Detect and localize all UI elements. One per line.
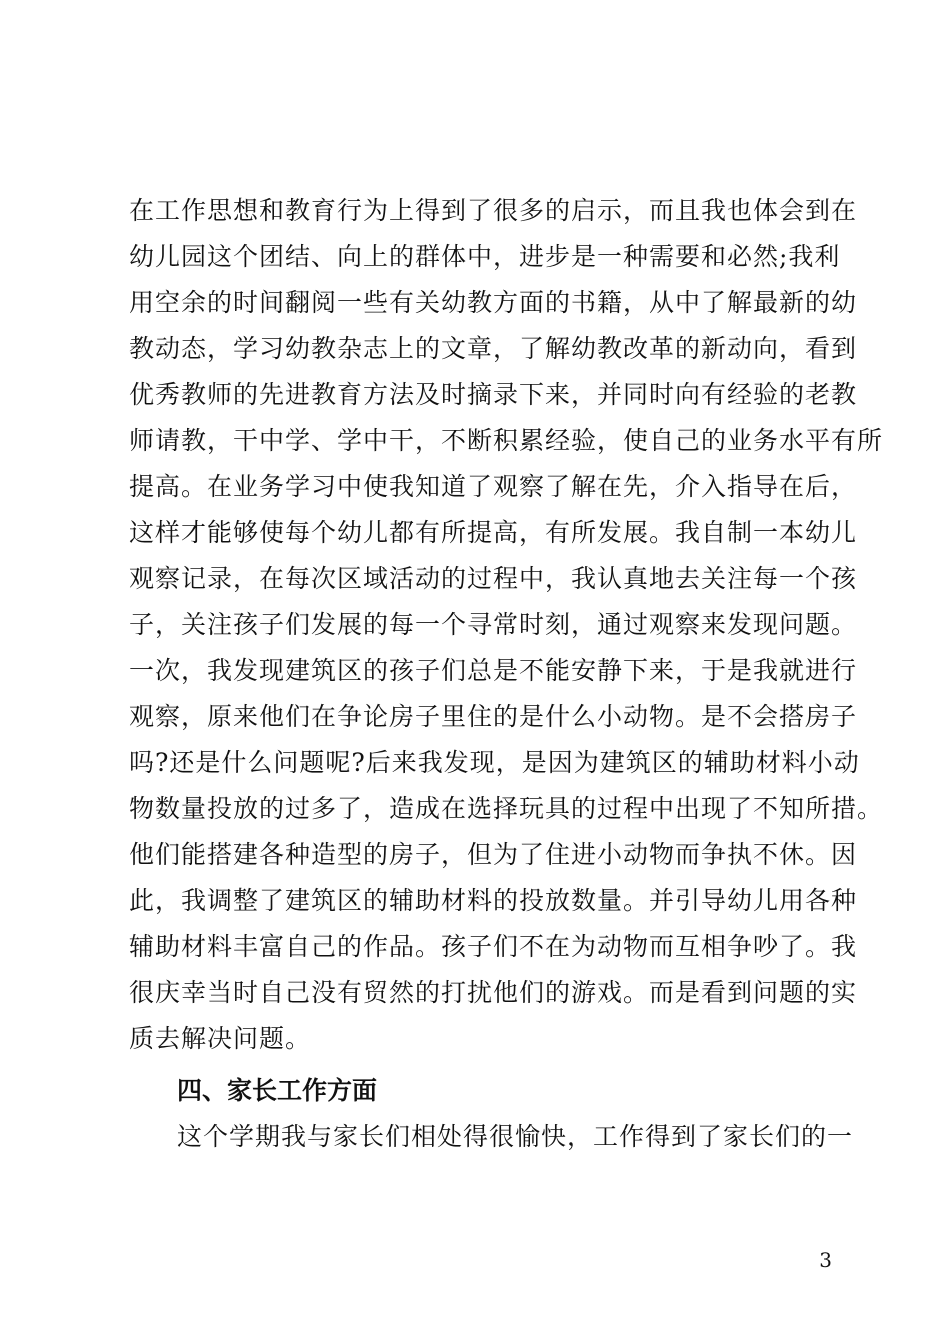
body-line-14: 物数量投放的过多了，造成在选择玩具的过程中出现了不知所措。: [129, 794, 884, 823]
body-line-8: 这样才能够使每个幼儿都有所提高，有所发展。我自制一本幼儿: [129, 518, 858, 547]
body-line-11: 一次，我发现建筑区的孩子们总是不能安静下来，于是我就进行: [129, 656, 858, 685]
body-line-10: 子，关注孩子们发展的每一个寻常时刻，通过观察来发现问题。: [129, 610, 858, 639]
section-heading: 四、家长工作方面: [177, 1076, 378, 1105]
body-line-4: 教动态，学习幼教杂志上的文章，了解幼教改革的新动向，看到: [129, 334, 858, 363]
body-line-9: 观察记录，在每次区域活动的过程中，我认真地去关注每一个孩: [129, 564, 858, 593]
document-body: [129, 188, 884, 1160]
paragraph-start-line: 这个学期我与家长们相处得很愉快，工作得到了家长们的一: [177, 1122, 854, 1151]
body-line-18: 很庆幸当时自己没有贸然的打扰他们的游戏。而是看到问题的实: [129, 978, 858, 1007]
body-line-15: 他们能搭建各种造型的房子，但为了住进小动物而争执不休。因: [129, 840, 858, 869]
body-line-19: 质去解决问题。: [129, 1024, 312, 1053]
body-line-13: 吗?还是什么问题呢?后来我发现，是因为建筑区的辅助材料小动: [129, 748, 860, 777]
body-line-16: 此，我调整了建筑区的辅助材料的投放数量。并引导幼儿用各种: [129, 886, 858, 915]
body-line-6: 师请教，干中学、学中干，不断积累经验，使自己的业务水平有所: [129, 426, 884, 455]
body-line-3: 用空余的时间翻阅一些有关幼教方面的书籍，从中了解最新的幼: [129, 288, 858, 317]
page-number: 3: [819, 1248, 832, 1272]
body-line-7: 提高。在业务学习中使我知道了观察了解在先，介入指导在后，: [129, 472, 858, 501]
body-line-1: 在工作思想和教育行为上得到了很多的启示，而且我也体会到在: [129, 196, 858, 225]
body-line-12: 观察，原来他们在争论房子里住的是什么小动物。是不会搭房子: [129, 702, 858, 731]
body-line-2: 幼儿园这个团结、向上的群体中，进步是一种需要和必然;我利: [129, 242, 841, 271]
body-line-17: 辅助材料丰富自己的作品。孩子们不在为动物而互相争吵了。我: [129, 932, 858, 961]
body-line-5: 优秀教师的先进教育方法及时摘录下来，并同时向有经验的老教: [129, 380, 858, 409]
